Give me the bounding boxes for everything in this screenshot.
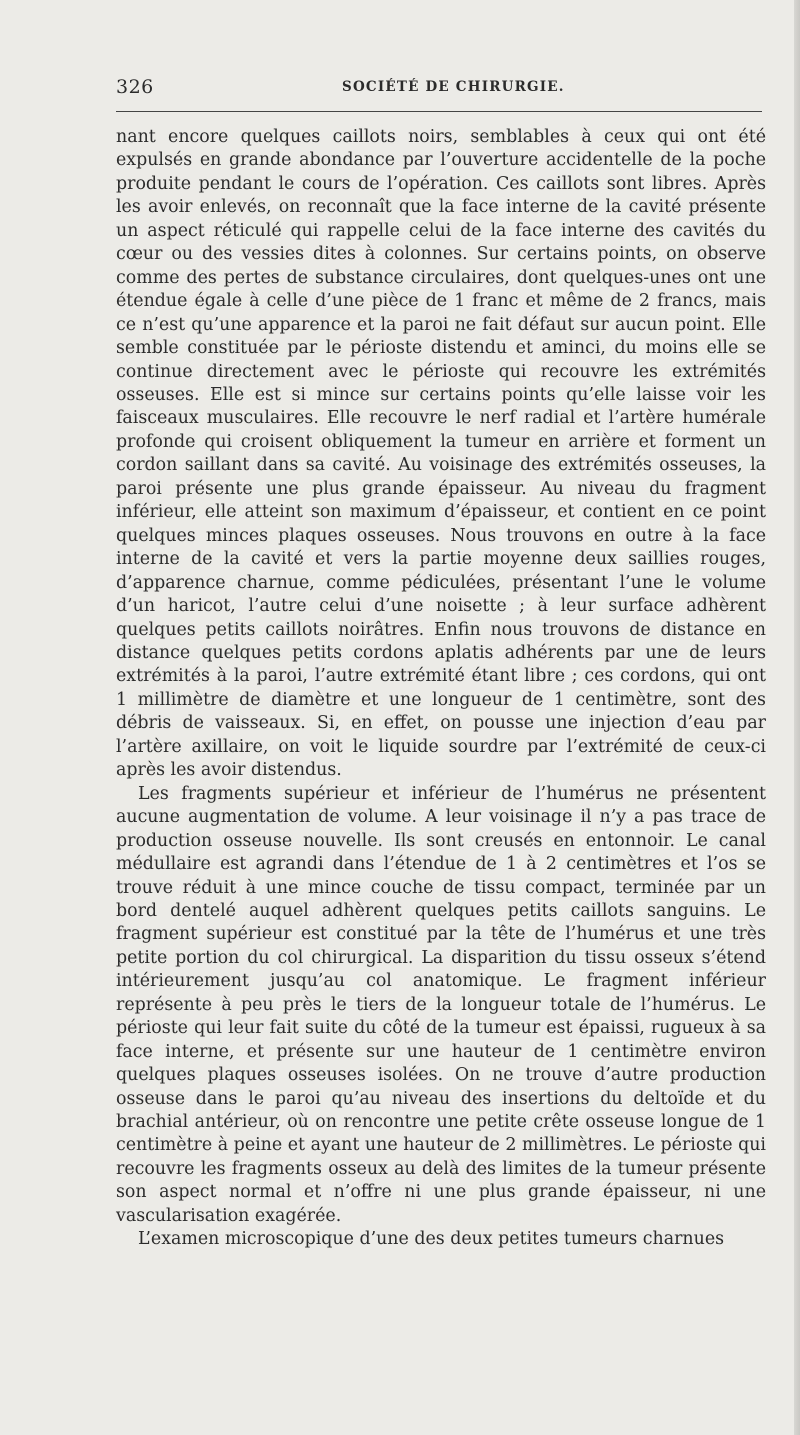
header-rule xyxy=(116,111,762,112)
paragraph-microscopic-exam: L’examen microscopique d’une des deux petites tumeurs charnues xyxy=(138,1229,725,1250)
body-text xyxy=(116,126,766,1252)
page-edge-shadow xyxy=(794,0,800,1435)
paragraph-fragments: Les fragments supérieur et inférieur de l’humérus ne présentent aucune augmentation de volume. A leur voisinage il n’y a pas trace de production osseuse nouvelle. Ils sont creusés en entonnoir. Le canal médullaire est agrandi dans l’étendue de 1 à 2 centimètres et l’os se trouve réduit à une mince couche de tissu compact, terminée par un bord dentelé auquel adhèrent quelques petits caillots sanguins. Le fragment supérieur est constitué par la tête de l’humérus et une très petite portion du col chirurgical. La disparition du tissu osseux s’étend intérieurement jusqu’au col anatomique. Le fragment inférieur représente à peu près le tiers de la longueur totale de l’humérus. Le périoste qui leur fait suite du côté de la tumeur est épaissi, rugueux à sa face interne, et présente sur une hauteur de 1 centimètre environ quelques plaques osseuses isolées. On ne trouve d’autre production osseuse dans le paroi qu’au niveau des insertions du deltoïde et du brachial antérieur, où on rencontre une petite crête osseuse longue de 1 centimètre à peine et ayant une hauteur de 2 millimètres. Le périoste qui recouvre les fragments osseux au delà des limites de la tumeur présente son aspect normal et n’offre ni une plus grande épaisseur, ni une vascularisation exagérée. xyxy=(116,783,766,1226)
page-header xyxy=(116,76,762,100)
page-number: 326 xyxy=(116,76,154,98)
paragraph-continuation: nant encore quelques caillots noirs, semblables à ceux qui ont été expulsés en grande abondance par l’ouverture accidentelle de la poche produite pendant le cours de l’opération. Ces caillots sont libres. Après les avoir enlevés, on reconnaît que la face interne de la cavité présente un aspect réticulé qui rappelle celui de la face interne des cavités du cœur ou des vessies dites à colonnes. Sur certains points, on observe comme des pertes de substance circulaires, dont quelques-unes ont une étendue égale à celle d’une pièce de 1 franc et même de 2 francs, mais ce n’est qu’une apparence et la paroi ne fait défaut sur aucun point. Elle semble constituée par le périoste distendu et aminci, du moins elle se continue directement avec le périoste qui recouvre les extrémités osseuses. Elle est si mince sur certains points qu’elle laisse voir les faisceaux musculaires. Elle recouvre le nerf radial et l’artère humérale profonde qui croisent obliquement la tumeur en arrière et forment un cordon saillant dans sa cavité. Au voisinage des extrémités osseuses, la paroi présente une plus grande épaisseur. Au niveau du fragment inférieur, elle atteint son maximum d’épaisseur, et contient en ce point quelques minces plaques osseuses. Nous trouvons en outre à la face interne de la cavité et vers la partie moyenne deux saillies rouges, d’apparence charnue, comme pédiculées, présentant l’une le volume d’un haricot, l’autre celui d’une noisette ; à leur surface adhèrent quelques petits caillots noirâtres. Enfin nous trouvons de distance en distance quelques petits cordons aplatis adhérents par une de leurs extrémités à la paroi, l’autre extrémité étant libre ; ces cordons, qui ont 1 millimètre de diamètre et une longueur de 1 centimètre, sont des débris de vaisseaux. Si, en effet, on pousse une injection d’eau par l’artère axillaire, on voit le liquide sourdre par l’extrémité de ceux-ci après les avoir distendus. xyxy=(116,127,766,781)
running-title: SOCIÉTÉ DE CHIRURGIE. xyxy=(342,79,565,95)
